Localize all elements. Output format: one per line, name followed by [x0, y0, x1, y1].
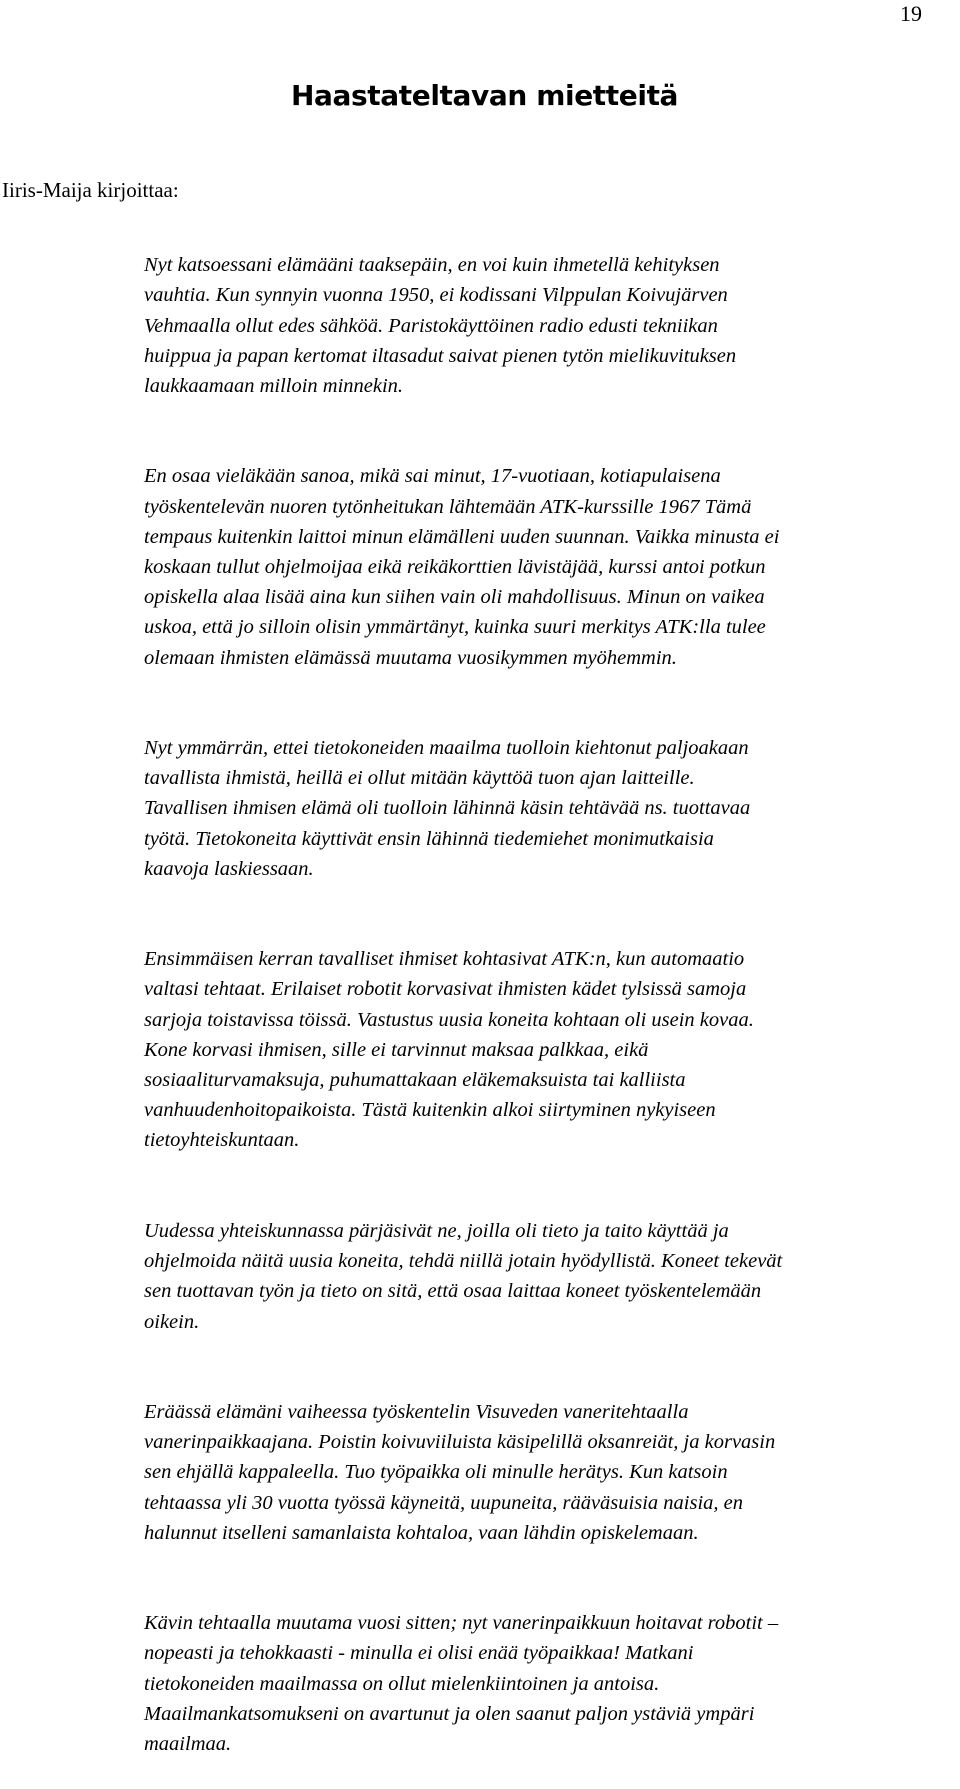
paragraph-7-text: Kävin tehtaalla muutama vuosi sitten; nyt vanerinpaikkuun hoitavat robotit – nopeasti ja tehokkaasti - minulla ei olisi enää työpaikkaa! Matkani tietokoneiden maailmassa on ollut mielenkiintoinen ja antoisa. Maailmankatsomukseni on avartunut ja olen saanut paljon ystäviä ympäri maailmaa. [144, 1612, 779, 1755]
author-line: Iiris-Maija kirjoittaa: [2, 178, 179, 202]
paragraph-2 [144, 431, 960, 673]
paragraph-7 [144, 1578, 960, 1759]
paragraph-3 [144, 703, 960, 884]
paragraph-5-text: Uudessa yhteiskunnassa pärjäsivät ne, joilla oli tieto ja taito käyttää ja ohjelmoida näitä uusia koneita, tehdä niillä jotain hyödyllistä. Koneet tekevät sen tuottavan työn ja tieto on sitä, että osaa laittaa koneet työskentelemään oikein. [144, 1219, 783, 1333]
paragraph-4-text: Ensimmäisen kerran tavalliset ihmiset kohtasivat ATK:n, kun automaatio valtasi tehtaat. Erilaiset robotit korvasivat ihmisten kädet tylsissä samoja sarjoja toistavissa töissä. Vastustus uusia koneita kohtaan oli usein kovaa. Kone korvasi ihmisen, sille ei tarvinnut maksaa palkkaa, eikä sosiaaliturvamaksuja, puhumattakaan eläkemaksuista tai kalliista vanhuudenhoitopaikoista. Tästä kuitenkin alkoi siirtyminen nykyiseen tietoyhteiskuntaan. [144, 948, 754, 1152]
paragraph-4 [144, 914, 960, 1156]
paragraph-3-text: Nyt ymmärrän, ettei tietokoneiden maailma tuolloin kiehtonut paljoakaan tavallista ihmistä, heillä ei ollut mitään käyttöä tuon ajan laitteille. Tavallisen ihmisen elämä oli tuolloin lähinnä käsin tehtävää ns. tuottavaa työtä. Tietokoneita käyttivät ensin lähinnä tiedemiehet monimutkaisia kaavoja laskiessaan. [144, 737, 751, 880]
paragraph-5 [144, 1186, 960, 1337]
paragraph-1-text: Nyt katsoessani elämääni taaksepäin, en voi kuin ihmetellä kehityksen vauhtia. Kun synnyin vuonna 1950, ei kodissani Vilppulan Koivujärven Vehmaalla ollut edes sähköä. Paristokäyttöinen radio edusti tekniikan huippua ja papan kertomat iltasadut saivat pienen tytön mielikuvituksen laukkaamaan milloin minnekin. [144, 254, 737, 398]
paragraph-6 [144, 1367, 960, 1548]
page-title: Haastateltavan mietteitä [291, 79, 679, 112]
paragraph-2-text: En osaa vieläkään sanoa, mikä sai minut, 17-vuotiaan, kotiapulaisena työskentelevän nuoren tytönheitukan lähtemään ATK-kurssille 1967 Tämä tempaus kuitenkin laittoi minun elämälleni uuden suunnan. Vaikka minusta ei koskaan tullut ohjelmoijaa eikä reikäkorttien lävistäjää, kurssi antoi potkun opiskella alaa lisää aina kun siihen vain oli mahdollisuus. Minun on vaikea uskoa, että jo silloin olisin ymmärtänyt, kuinka suuri merkitys ATK:lla tulee olemaan ihmisten elämässä muutama vuosikymmen myöhemmin. [144, 465, 780, 669]
paragraph-1 [144, 220, 960, 401]
paragraph-6-text: Eräässä elämäni vaiheessa työskentelin Visuveden vaneritehtaalla vanerinpaikkaajana. Poistin koivuviiluista käsipelillä oksanreiät, ja korvasin sen ehjällä kappaleella. Tuo työpaikka oli minulle herätys. Kun katsoin tehtaassa yli 30 vuotta työssä käyneitä, uupuneita, rääväsuisia naisia, en halunnut itselleni samanlaista kohtaloa, vaan lähdin opiskelemaan. [144, 1400, 776, 1544]
page-number: 19 [900, 1, 922, 26]
article-body [144, 220, 960, 1789]
